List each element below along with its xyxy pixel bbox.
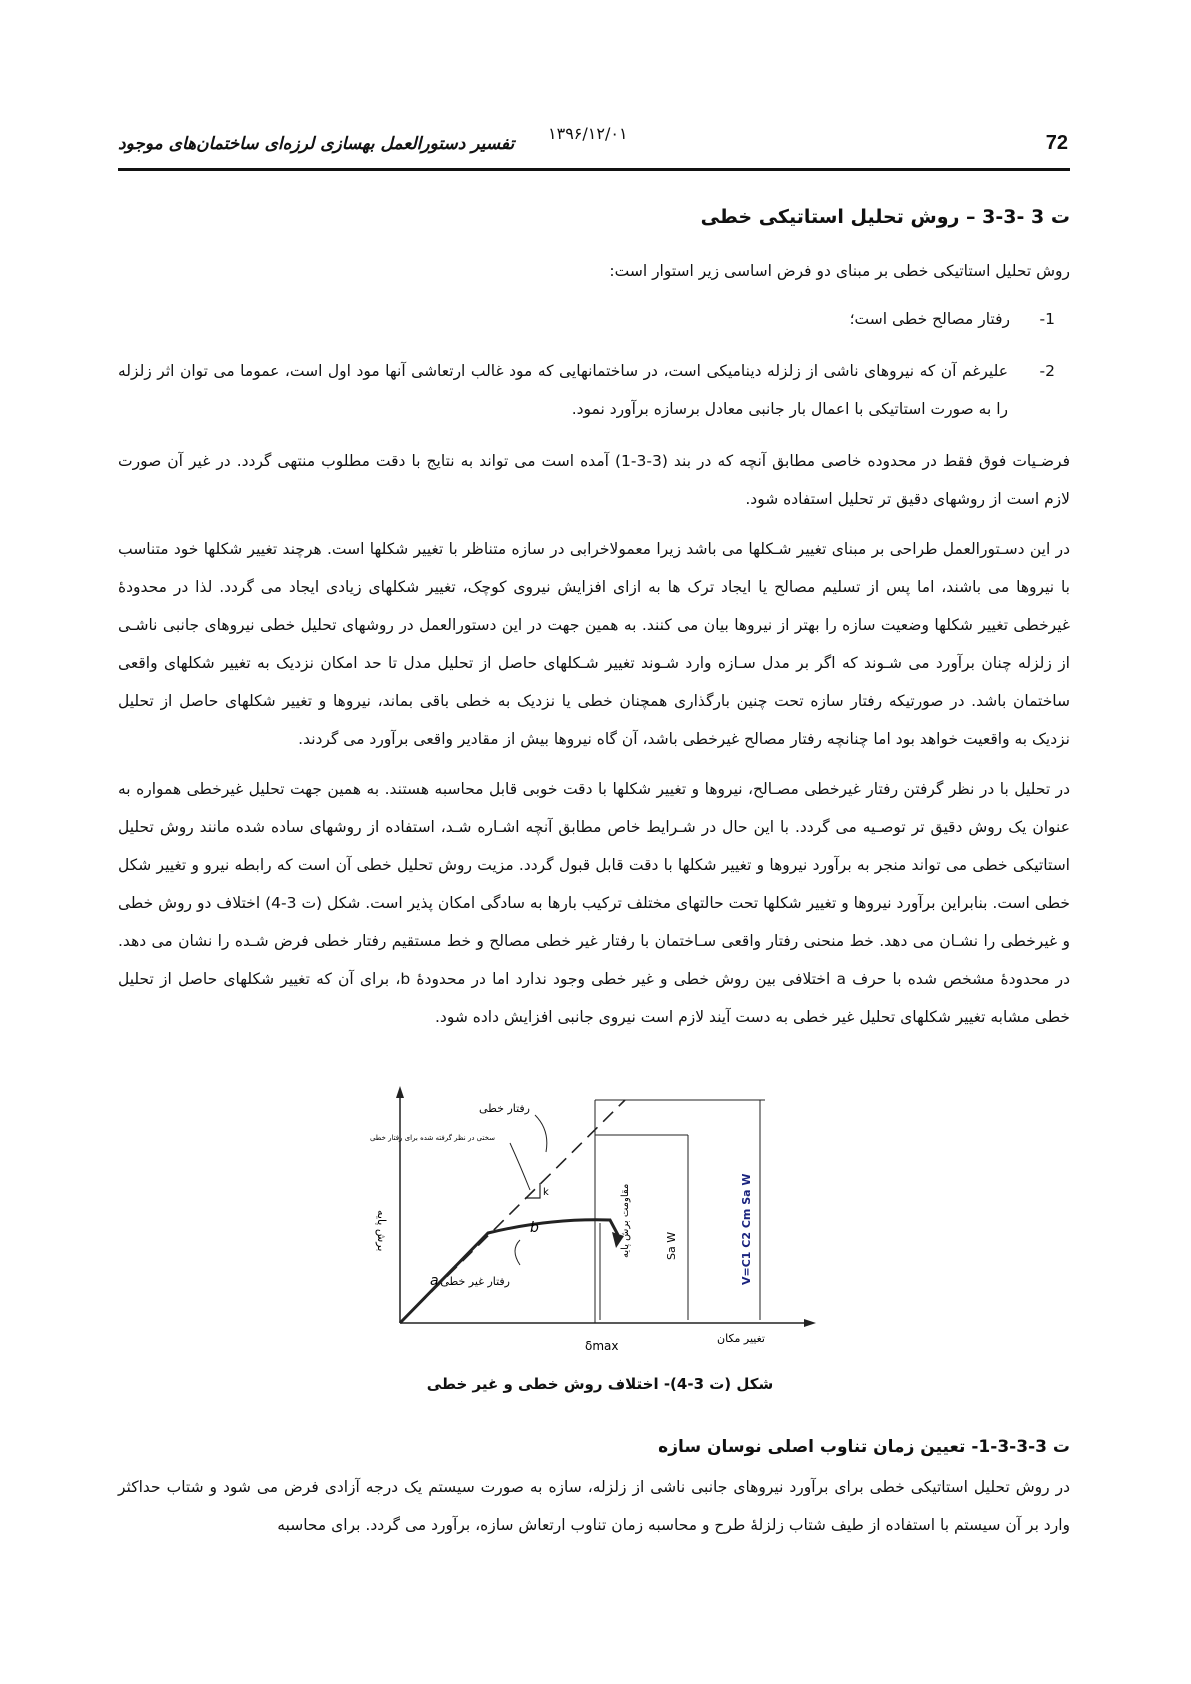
capacity-label: مقاومت برش پایه	[620, 1183, 631, 1258]
header-rule	[118, 168, 1070, 171]
list-item-1-number: 1-	[1039, 310, 1055, 328]
linear-label: رفتار خطی	[478, 1102, 530, 1115]
list-item-1-text: رفتار مصالح خطی است؛	[849, 310, 1010, 328]
linear-nonlinear-figure	[370, 1080, 860, 1370]
section-heading: ت 3 -3-3 – روش تحلیل استاتیکی خطی	[700, 206, 1070, 228]
page-header	[118, 124, 1068, 164]
header-date: ۱۳۹۶/۱۲/۰۱	[548, 124, 628, 143]
paragraph-1: فرضـیات فوق فقط در محدوده خاصی مطابق آنچه که در بند (3-3-1) آمده است می تواند به نتایج با دقت مطلوب منتهی گردد. در غیر آن صورت لازم است از روشهای دقیق تر تحلیل استفاده شود.	[118, 452, 1070, 508]
paragraph-3: در تحلیل با در نظر گرفتن رفتار غیرخطی مصـالح، نیروها و تغییر شکلها با دقت خوبی قابل محاسبه هستند. به همین جهت تحلیل غیرخطی همواره به عنوان یک روش دقیق تر توصـیه می گردد. با این حال در شـرایط خاص مطابق آنچه اشـاره شـد، استفاده از روشهای ساده شده مانند روش تحلیل استاتیکی خطی می تواند منجر به برآورد نیروها و تغییر شکلها با دقت قابل قبول گردد. مزیت روش تحلیل خطی آن است که رابطه نیرو و تغییر شکل خطی است. بنابراین برآورد نیروها و تغییر شکلها تحت حالتهای مختلف ترکیب بارها به سادگی امکان پذیر است. شکل (ت 3-4) اختلاف دو روش خطی و غیرخطی را نشـان می دهد. خط منحنی رفتار واقعی سـاختمان با رفتار غیر خطی مصالح و خط مستقیم رفتار خطی فرض شـده را نشان می دهد. در محدودهٔ مشخص شده با حرف a اختلافی بین روش خطی و غیر خطی وجود ندارد اما در محدودهٔ b، برای آن که تغییر شکلهای حاصل از تحلیل خطی مشابه تغییر شکلهای تحلیل غیر خطی به دست آیند لازم است نیروی جانبی افزایش داده شود.	[118, 780, 1071, 1026]
list-item-2-number: 2-	[1039, 362, 1055, 380]
section-intro: روش تحلیل استاتیکی خطی بر مبنای دو فرض اساسی زیر استوار است:	[609, 262, 1070, 280]
stiffness-k-label: k	[543, 1187, 549, 1198]
nonlinear-behavior-curve	[400, 1220, 618, 1323]
paragraph-2: در این دسـتورالعمل طراحی بر مبنای تغییر شـکلها می باشد زیرا معمولاخرابی در سازه متناظر با تغییر شکلها است. هرچند تغییر شکلها خود متناسب با نیروها می باشند، اما پس از تسلیم مصالح یا ایجاد ترک ها به ازای افزایش نیروی کوچک، تغییر شکلهای زیادی ایجاد می گردد. لذا در محدودهٔ غیرخطی تغییر شکلها وضعیت سازه را بهتر از نیروها بیان می کنند. به همین جهت در این دستورالعمل در روشهای تحلیل خطی نیروهای جانبی ناشـی از زلزله چنان برآورد می شـوند که اگر بر مدل سـازه وارد شـوند تغییر شـکلهای حاصل از تحلیل مدل تا حد امکان نزدیک به تغییر شکلهای واقعی ساختمان باشد. در صورتیکه رفتار سازه تحت چنین بارگذاری همچنان خطی یا نزدیک به خطی باقی بماند، نیروها و تغییر شکلهای حاصل از تحلیل نزدیک به واقعیت خواهد بود اما چنانچه رفتار مصالح غیرخطی باشد، آن گاه نیروها بیش از مقادیر واقعی برآورد می گردند.	[118, 540, 1070, 748]
list-item-2-text: علیرغم آن که نیروهای ناشی از زلزله دینامیکی است، در ساختمانهایی که مود غالب ارتعاشی آنها مود اول است، عموما می توان اثر زلزله را به صورت استاتیکی با اعمال بار جانبی معادل برسازه برآورد نمود.	[118, 362, 1008, 418]
y-axis-arrow	[396, 1086, 404, 1098]
x-axis-label: تغییر مکان	[717, 1332, 765, 1345]
v-formula-label: V=C1 C2 Cm Sa W	[740, 1173, 753, 1285]
linear-label-leader	[535, 1115, 547, 1152]
subsection-heading: ت 3-3-3-1- تعیین زمان تناوب اصلی نوسان سازه	[658, 1437, 1070, 1457]
subsection-paragraph: در روش تحلیل استاتیکی خطی برای برآورد نیروهای جانبی ناشی از زلزله، سازه به صورت سیستم یک درجه آزادی فرض می شود و شتاب حداکثر وارد بر آن سیستم با استفاده از طیف شتاب زلزلهٔ طرح و محاسبه زمان تناوب ارتعاش سازه، برآورد می گردد. برای محاسبه	[118, 1478, 1070, 1534]
figure-caption: شکل (ت 3-4)- اختلاف روش خطی و غیر خطی	[426, 1375, 774, 1393]
nonlinear-label-leader	[515, 1240, 520, 1265]
stiffness-triangle	[525, 1183, 540, 1198]
stiffness-label: سختی در نظر گرفته شده برای رفتار خطی	[370, 1134, 495, 1142]
book-title: تفسیر دستورالعمل بهسازی لرزه‌ای ساختمان‌های موجود	[118, 134, 515, 154]
delta-max-label: δmax	[585, 1339, 619, 1353]
saw-label: Sa W	[665, 1231, 678, 1260]
x-axis-arrow	[804, 1319, 816, 1327]
region-a-label: a	[430, 1273, 439, 1289]
y-axis-label: برش پایه	[375, 1210, 388, 1252]
page-number: 72	[1045, 132, 1068, 154]
region-b-label: b	[530, 1220, 539, 1236]
stiffness-leader	[510, 1143, 530, 1190]
nonlinear-label: رفتار غیر خطی	[440, 1275, 510, 1288]
